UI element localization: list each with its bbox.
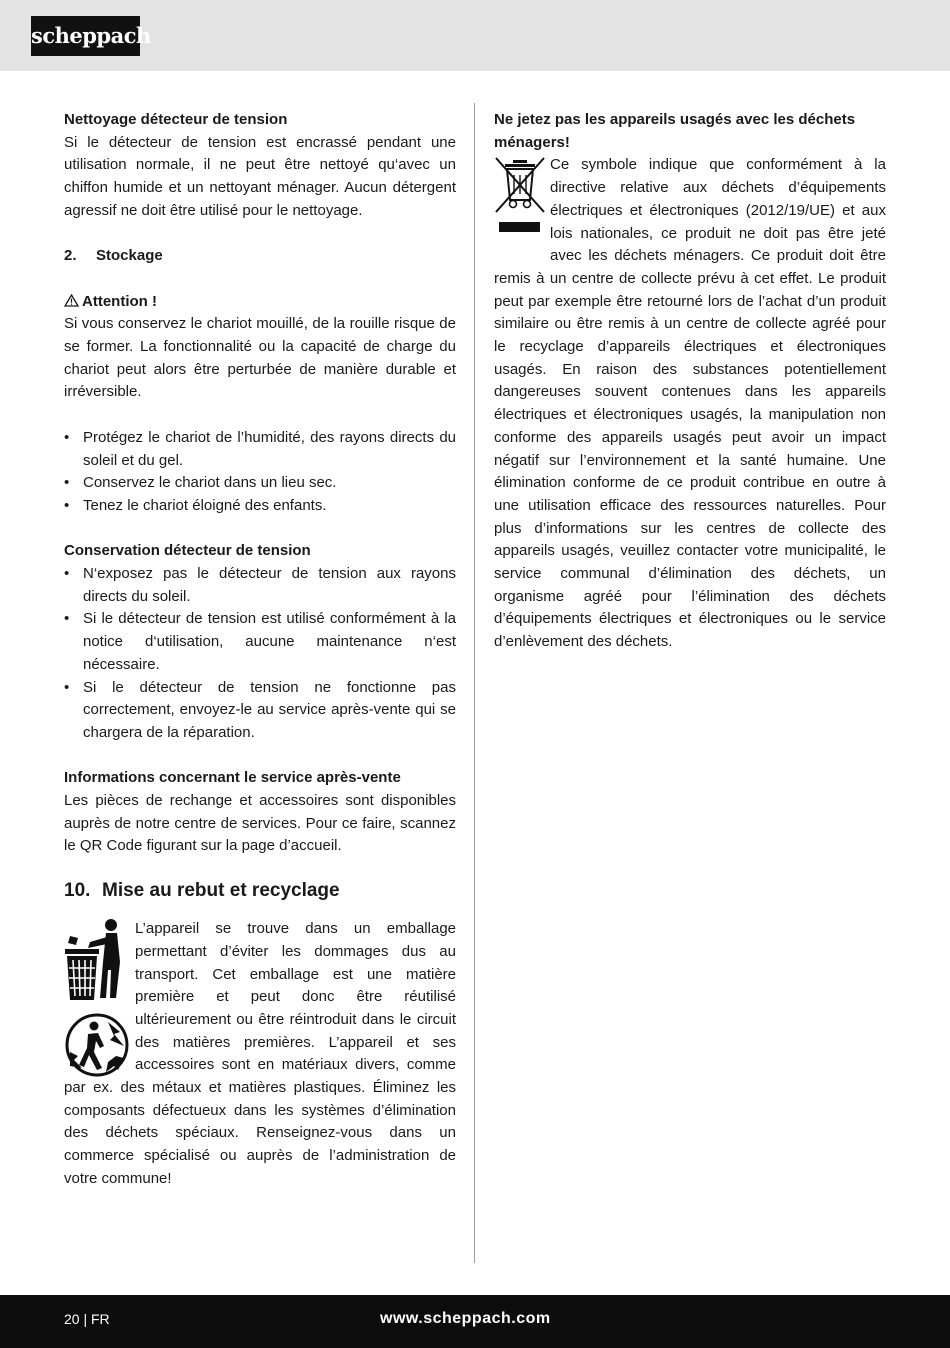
storage-heading	[64, 245, 456, 268]
weee-heading: Ne jetez pas les appareils usagés avec les déchets ménagers!	[494, 111, 856, 151]
right-column	[494, 109, 886, 654]
section-heading-disposal	[64, 878, 456, 904]
header-bar	[0, 0, 950, 71]
weee-paragraph: Ce symbole indique que conformément à la directive relative aux déchets d’équipements électriques et électroniques (2012/19/UE) et aux lois nationales, ce produit ne doit pas être jeté avec les déchets ménagers. Ce produit doit être remis à un centre de collecte prévu à cet effet. Le produit peut par exemple être retourné lors de l’achat d’un produit similaire ou être remis à un centre de collecte agréé pour le recyclage d’appareils électriques et électroniques usagés. En raison des substances potentiellement dangereuses souvent contenues dans les appareils électriques et électroniques usagés, la manipulation non conforme des appareils usagés peut avoir un impact négatif sur l’environnement et la santé humaine. Une élimination conforme de ce produit contribue en outre à une utilisation efficace des ressources naturelles. Pour plus d’informations sur les centres de collecte des appareils usagés, veuillez contacter votre municipalité, le service communal d’élimination des déchets, un organisme agréé pour l’élimination des déchets d’équipements électriques et électroniques ou le service d’enlèvement des déchets.	[494, 156, 886, 651]
conservation-heading: Conservation détecteur de tension	[64, 542, 311, 560]
column-divider	[474, 103, 475, 1263]
recycling-paragraph: L’appareil se trouve dans un emballage permettant d’éviter les dommages dus au transport. Cet emballage est une matière première et peut donc être réutilisé ultérieurement ou être réintroduit dans le circuit des matières premières. L’appareil et ses accessoires sont en matériaux divers, comme par ex. des métaux et matières plastiques. Éliminez les composants défectueux dans les systèmes d’élimination des déchets spéciaux. Renseignez-vous dans un commerce spécialisé ou auprès de l’administration de votre commune!	[64, 920, 456, 1187]
list-item: • Conservez le chariot dans un lieu sec.	[64, 472, 456, 495]
page-number: 20 | FR	[64, 1311, 110, 1327]
storage-list	[64, 427, 456, 518]
list-item: • Si le détecteur de tension ne fonctionne pas correctement, envoyez-le au service après-vente qui se chargera de la réparation.	[64, 677, 456, 745]
storage-number: 2.	[64, 247, 77, 265]
list-item: • Protégez le chariot de l’humidité, des rayons directs du soleil et du gel.	[64, 427, 456, 472]
attention-heading	[64, 291, 456, 314]
footer-bar	[0, 1295, 950, 1348]
storage-title: Stockage	[96, 247, 163, 265]
list-item: • N‘exposez pas le détecteur de tension aux rayons directs du soleil.	[64, 563, 456, 608]
cleaning-paragraph: Si le détecteur de tension est encrassé pendant une utilisation normale, il ne peut être nettoyé qu‘avec un chiffon humide et un nettoyant ménager. Aucun détergent agressif ne doit être utilisé pour le nettoyage.	[64, 133, 456, 219]
crossed-out-wheelie-bin-icon	[494, 154, 546, 236]
cleaning-heading: Nettoyage détecteur de tension	[64, 111, 288, 128]
service-heading: Informations concernant le service après-vente	[64, 769, 401, 787]
left-column	[64, 109, 456, 1191]
conservation-list	[64, 563, 456, 745]
scheppach-logo: scheppach	[31, 16, 140, 56]
list-item: • Tenez le chariot éloigné des enfants.	[64, 495, 456, 518]
attention-title: Attention !	[82, 292, 157, 310]
recycle-person-icon	[64, 1012, 130, 1078]
section-number: 10.	[64, 880, 91, 902]
website-url: www.scheppach.com	[380, 1310, 551, 1327]
recycling-icons	[64, 918, 130, 1074]
section-title: Mise au rebut et recyclage	[102, 880, 340, 902]
warning-triangle-icon	[64, 294, 79, 307]
attention-paragraph: Si vous conservez le chariot mouillé, de la rouille risque de se former. La fonctionnalité ou la capacité de charge du chariot peut alors être perturbée de manière durable et irréversible.	[64, 315, 456, 401]
weee-symbol	[494, 154, 550, 264]
service-paragraph: Les pièces de rechange et accessoires sont disponibles auprès de notre centre de services. Pour ce faire, scannez le QR Code figurant sur la page d’accueil.	[64, 792, 456, 855]
list-item: • Si le détecteur de tension est utilisé conformément à la notice d‘utilisation, aucune maintenance n‘est nécessaire.	[64, 608, 456, 676]
trash-bin-person-icon	[64, 918, 130, 1004]
